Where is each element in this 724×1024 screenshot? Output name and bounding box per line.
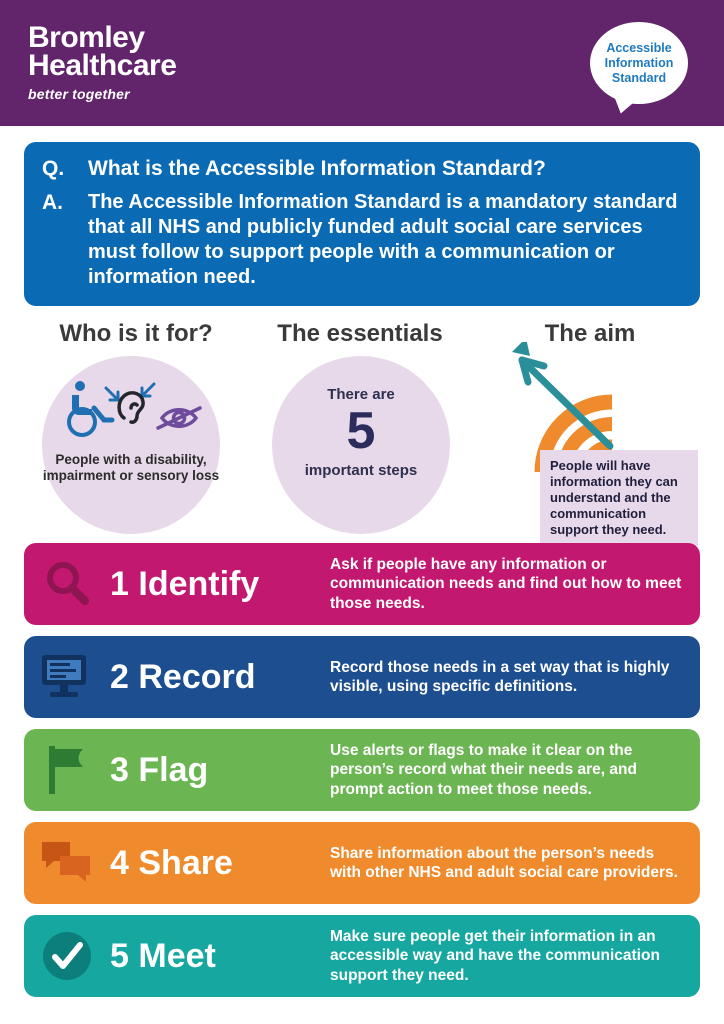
- step-title-record: [110, 658, 330, 696]
- speech-bubbles-icon: [24, 838, 110, 888]
- who-is-it-for-title: Who is it for?: [59, 320, 213, 347]
- logo-line-two: Healthcare: [28, 49, 177, 82]
- logo-tagline: better together: [28, 86, 130, 102]
- logo-line-one: Bromley: [28, 21, 145, 54]
- the-essentials-title: The essentials: [277, 320, 443, 347]
- answer-text: The Accessible Information Standard is a mandatory standard that all NHS and publicly funded adult social care services must follow to support people with a communication or information need.: [88, 191, 678, 288]
- page-header: [0, 0, 724, 126]
- badge-label: Accessible Information Standard: [604, 40, 674, 85]
- step-title-flag: [110, 751, 330, 789]
- step-row-share: [24, 822, 700, 904]
- accessibility-icons-svg: [58, 378, 208, 444]
- the-aim-title: The aim: [544, 320, 636, 347]
- the-aim-caption: People will have information they can understand and the communication support they need.: [540, 450, 698, 546]
- steps-list: [24, 543, 700, 1008]
- step-description-4: Share information about the person’s needs with other NHS and adult social care providers.: [330, 844, 678, 881]
- step-number-2: 2: [110, 658, 129, 696]
- the-aim-graphic: [482, 342, 698, 542]
- flag-icon: [24, 742, 110, 798]
- step-description-3: Use alerts or flags to make it clear on the person’s record what their needs are, and prompt action to meet those needs.: [330, 741, 637, 798]
- essentials-bottom-text: important steps: [304, 462, 418, 479]
- answer-row: [42, 190, 682, 290]
- arrow-icon: [106, 388, 118, 400]
- step-number-4: 4: [110, 844, 129, 882]
- accessible-information-standard-badge: [590, 22, 688, 104]
- arrow-icon-2: [142, 384, 154, 396]
- magnifier-icon: [24, 556, 110, 612]
- question-text: What is the Accessible Information Standard?: [88, 157, 546, 180]
- essentials-number: 5: [346, 402, 376, 460]
- step-number-3: 3: [110, 751, 129, 789]
- step-number-1: 1: [110, 565, 129, 603]
- question-answer-panel: [24, 142, 700, 306]
- the-essentials-circle: [272, 356, 450, 534]
- disability-icons-group: [58, 378, 208, 444]
- answer-label: A.: [42, 191, 63, 214]
- step-label-2: Record: [138, 658, 256, 696]
- step-title-identify: [110, 565, 330, 603]
- step-number-5: 5: [110, 937, 129, 975]
- summary-columns: [0, 320, 724, 540]
- step-label-3: Flag: [138, 751, 209, 789]
- who-is-it-for-circle: [42, 356, 220, 534]
- step-title-share: [110, 844, 330, 882]
- step-title-meet: [110, 937, 330, 975]
- step-label-4: Share: [138, 844, 233, 882]
- computer-icon: [24, 651, 110, 703]
- step-row-record: [24, 636, 700, 718]
- who-is-it-for-caption: People with a disability, impairment or sensory loss: [42, 452, 220, 483]
- step-label-1: Identify: [138, 565, 260, 603]
- step-description-5: Make sure people get their information in an accessible way and have the communication support they need.: [330, 927, 660, 984]
- step-row-meet: [24, 915, 700, 997]
- checkmark-circle-icon: [24, 928, 110, 984]
- step-label-5: Meet: [138, 937, 216, 975]
- essentials-top-text: There are: [327, 386, 395, 403]
- brand-logo: [28, 21, 177, 102]
- question-row: [42, 156, 682, 182]
- step-description-1: Ask if people have any information or communication needs and find out how to meet those needs.: [330, 555, 682, 612]
- step-description-2: Record those needs in a set way that is highly visible, using specific definitions.: [330, 658, 670, 695]
- step-row-identify: [24, 543, 700, 625]
- step-row-flag: [24, 729, 700, 811]
- ear-icon: [119, 393, 143, 422]
- eye-icon: [158, 408, 200, 428]
- question-label: Q.: [42, 157, 65, 180]
